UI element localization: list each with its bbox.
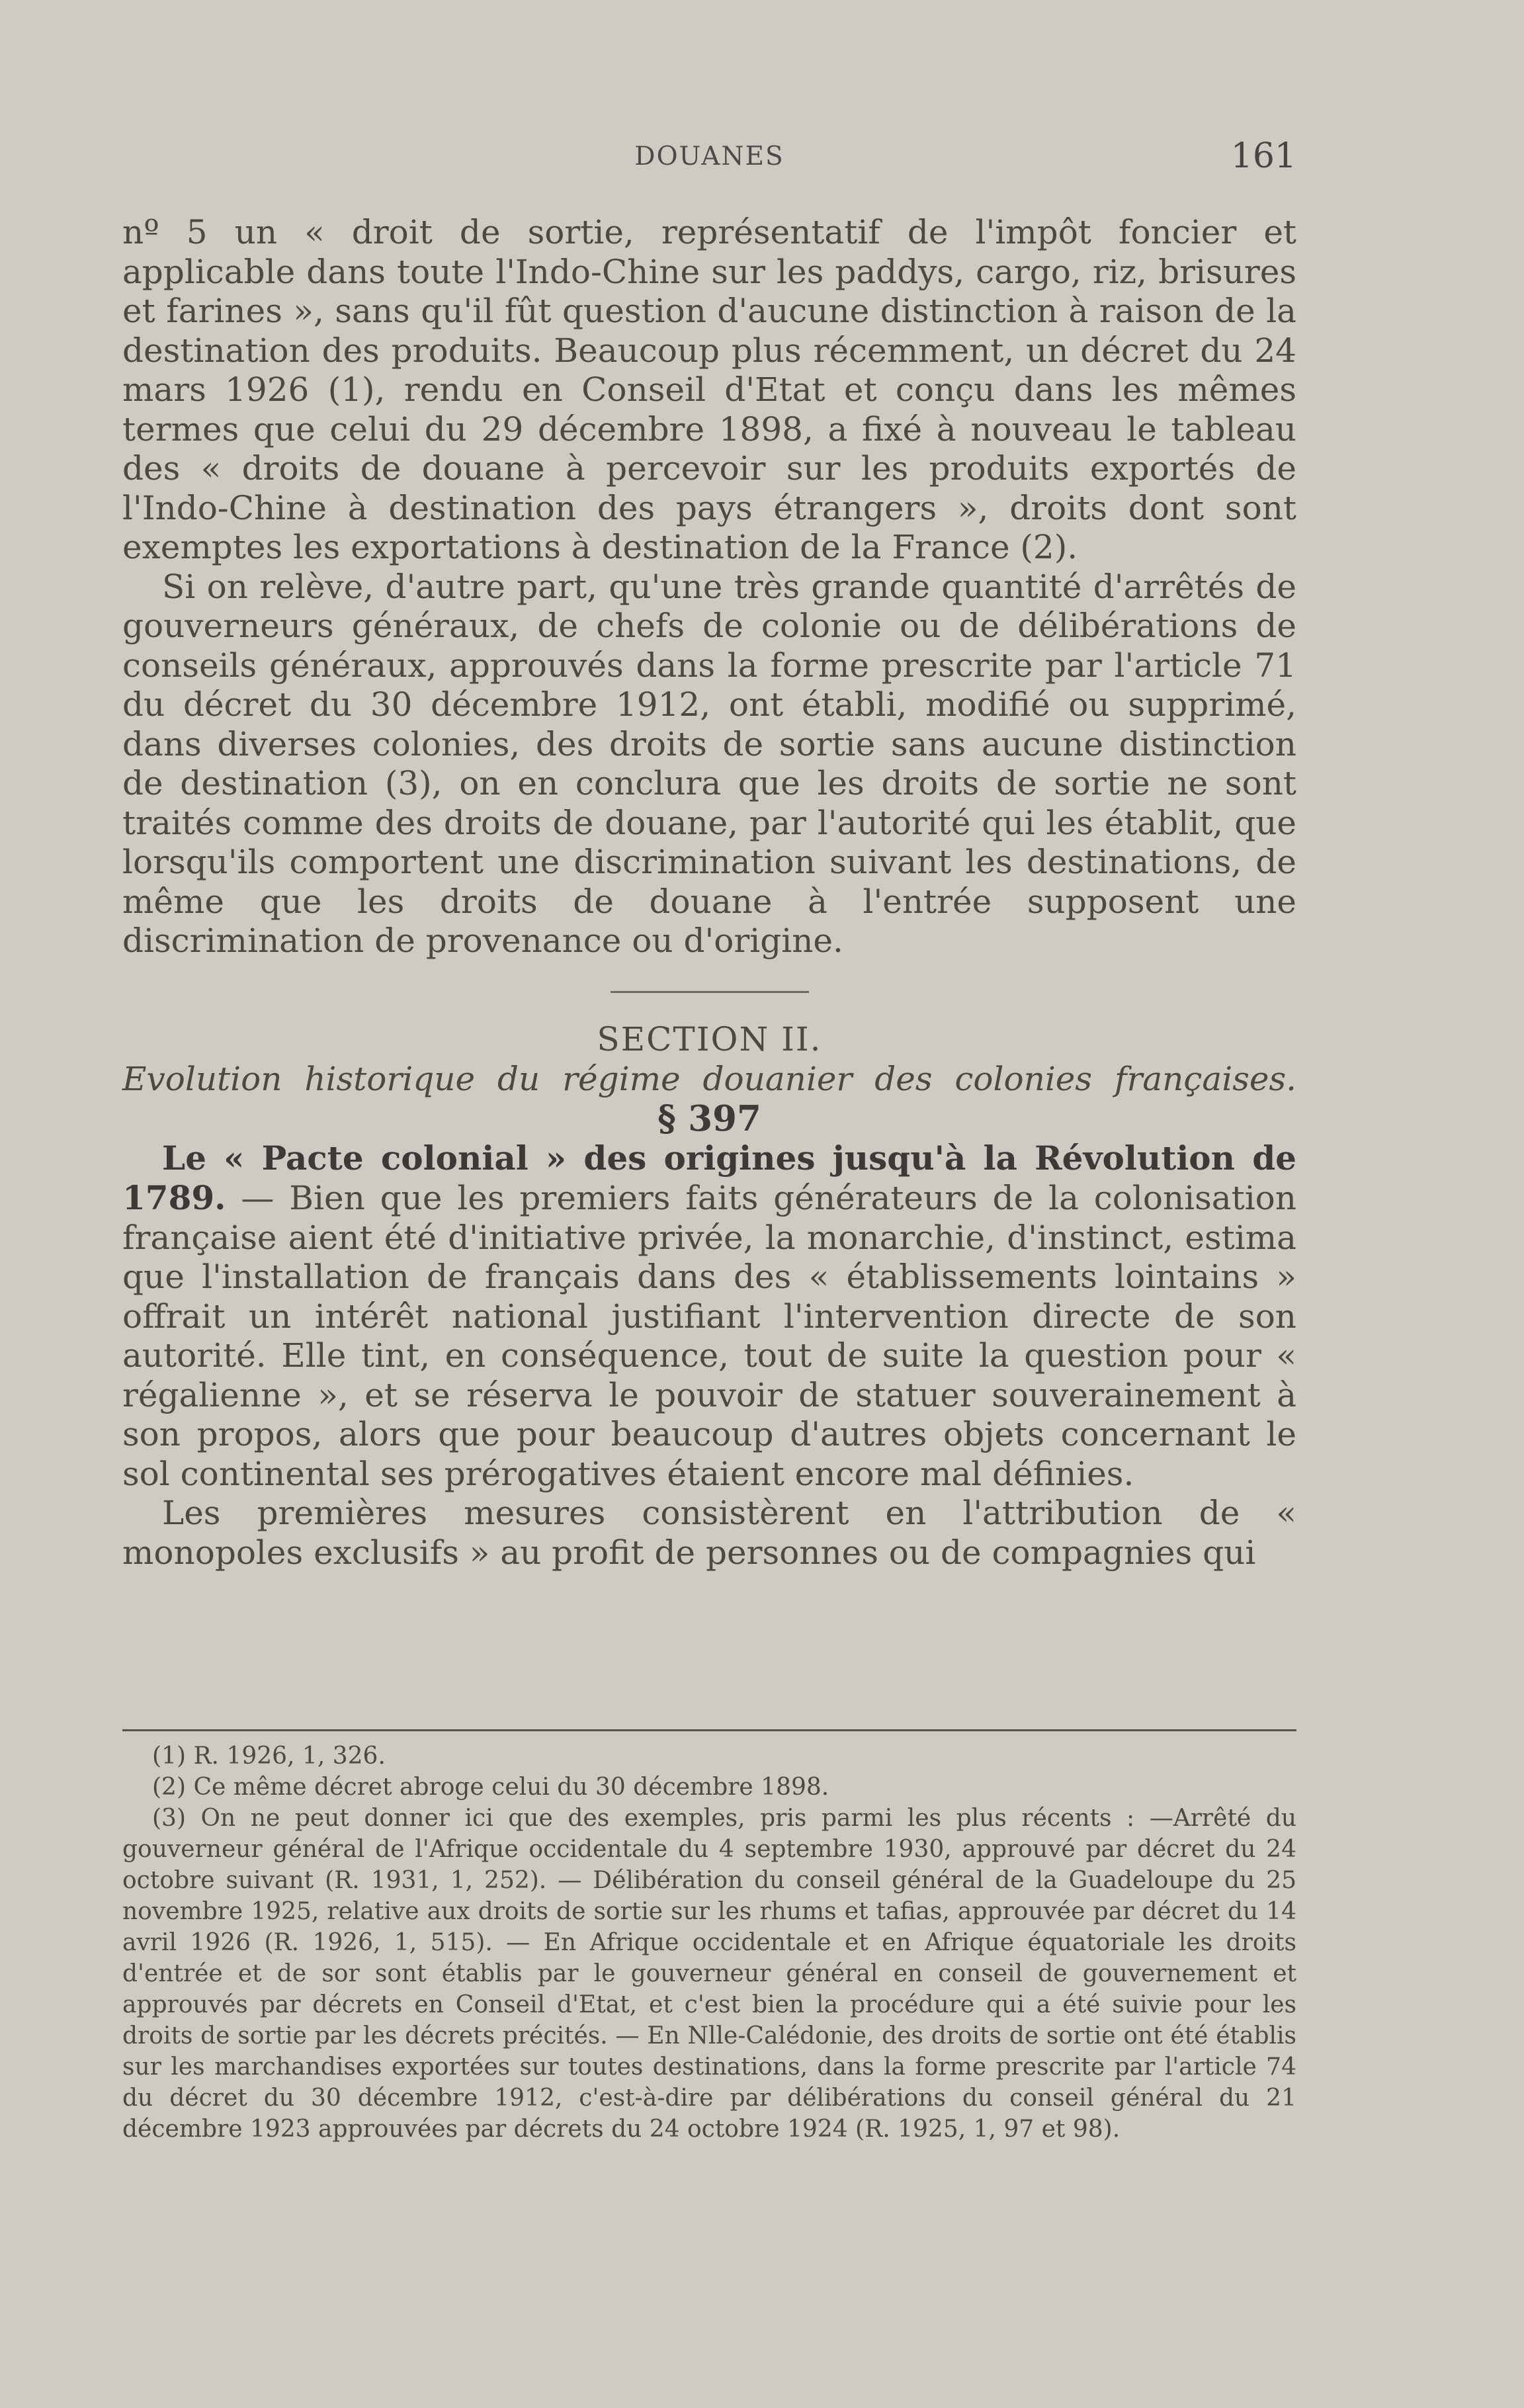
paragraph: Les premières mesures consistèrent en l'attribution de « monopoles exclusifs » au profit de personnes ou de compagnies qui xyxy=(122,1494,1296,1572)
page-number: 161 xyxy=(1230,136,1296,176)
footnote: (3) On ne peut donner ici que des exemples, pris parmi les plus récents : —Arrêté du gouverneur général de l'Afrique occidentale du 4 septembre 1930, approuvé par décret du 24 octobre suivant (R. 1931, 1, 252). — Délibération du conseil général de la Guadeloupe du 25 novembre 1925, relative aux droits de sortie sur les rhums et tafias, approuvée par décret du 14 avril 1926 (R. 1926, 1, 515). — En Afrique occidentale et en Afrique équatoriale les droits d'entrée et de sor sont établis par le gouverneur général en conseil de gouvernement et approuvés par décrets en Conseil d'Etat, et c'est bien la procédure qui a été suivie pour les droits de sortie par les décrets précités. — En Nlle-Calédonie, des droits de sortie ont été établis sur les marchandises exportées sur toutes destinations, dans la forme prescrite par l'article 74 du décret du 30 décembre 1912, c'est-à-dire par délibérations du conseil général du 21 décembre 1923 approuvées par décrets du 24 octobre 1924 (R. 1925, 1, 97 et 98). xyxy=(122,1805,1296,2143)
section-subtitle: Evolution historique du régime douanier des colonies françaises. xyxy=(122,1059,1296,1098)
footnote: (2) Ce même décret abroge celui du 30 décembre 1898. xyxy=(152,1774,829,1801)
footnote: (1) R. 1926, 1, 326. xyxy=(152,1742,386,1770)
paragraph: Si on relève, d'autre part, qu'une très grande quantité d'arrêtés de gouverneurs généraux, de chefs de colonie ou de délibérations de conseils généraux, approuvés dans la forme prescrite par l'article 71 du décret du 30 décembre 1912, ont établi, modifié ou supprimé, dans diverses colonies, des droits de sortie sans aucune distinction de destination (3), on en conclura que les droits de sortie ne sont traités comme des droits de douane, par l'autorité qui les établit, que lorsqu'ils comportent une discrimination suivant les destinations, de même que les droits de douane à l'entrée supposent une discrimination de provenance ou d'origine. xyxy=(122,567,1296,960)
paragraph-continued: nº 5 un « droit de sortie, représentatif de l'impôt foncier et applicable dans toute l'Indo-Chine sur les paddys, cargo, riz, brisures et farines », sans qu'il fût question d'aucune distinction à raison de la destination des produits. Beaucoup plus récemment, un décret du 24 mars 1926 (1), rendu en Conseil d'Etat et conçu dans les mêmes termes que celui du 29 décembre 1898, a fixé à nouveau le tableau des « droits de douane à percevoir sur les produits exportés de l'Indo-Chine à destination des pays étrangers », droits dont sont exemptes les exportations à destination de la France (2). xyxy=(122,213,1296,566)
main-text xyxy=(122,213,1296,1572)
paragraph-with-heading xyxy=(122,1139,1296,1494)
section-title: SECTION II. xyxy=(597,1019,822,1058)
page-header xyxy=(122,136,1296,176)
running-head: DOUANES xyxy=(634,142,784,171)
section-divider xyxy=(611,991,809,993)
paragraph-body: — Bien que les premiers faits générateurs de la colonisation française aient été d'initiative privée, la monarchie, d'instinct, estima que l'installation de français dans des « établissements lointains » offrait un intérêt national justifiant l'intervention directe de son autorité. Elle tint, en conséquence, tout de suite la question pour « régalienne », et se réserva le pouvoir de statuer souverainement à son propos, alors que pour beaucoup d'autres objets concernant le sol continental ses prérogatives étaient encore mal définies. xyxy=(122,1179,1296,1493)
footnotes xyxy=(122,1729,1296,2145)
paragraph-number: § 397 xyxy=(657,1097,761,1139)
paragraph-heading: Le « Pacte colonial » des origines jusqu'à la Révolution de 1789. xyxy=(122,1138,1296,1217)
